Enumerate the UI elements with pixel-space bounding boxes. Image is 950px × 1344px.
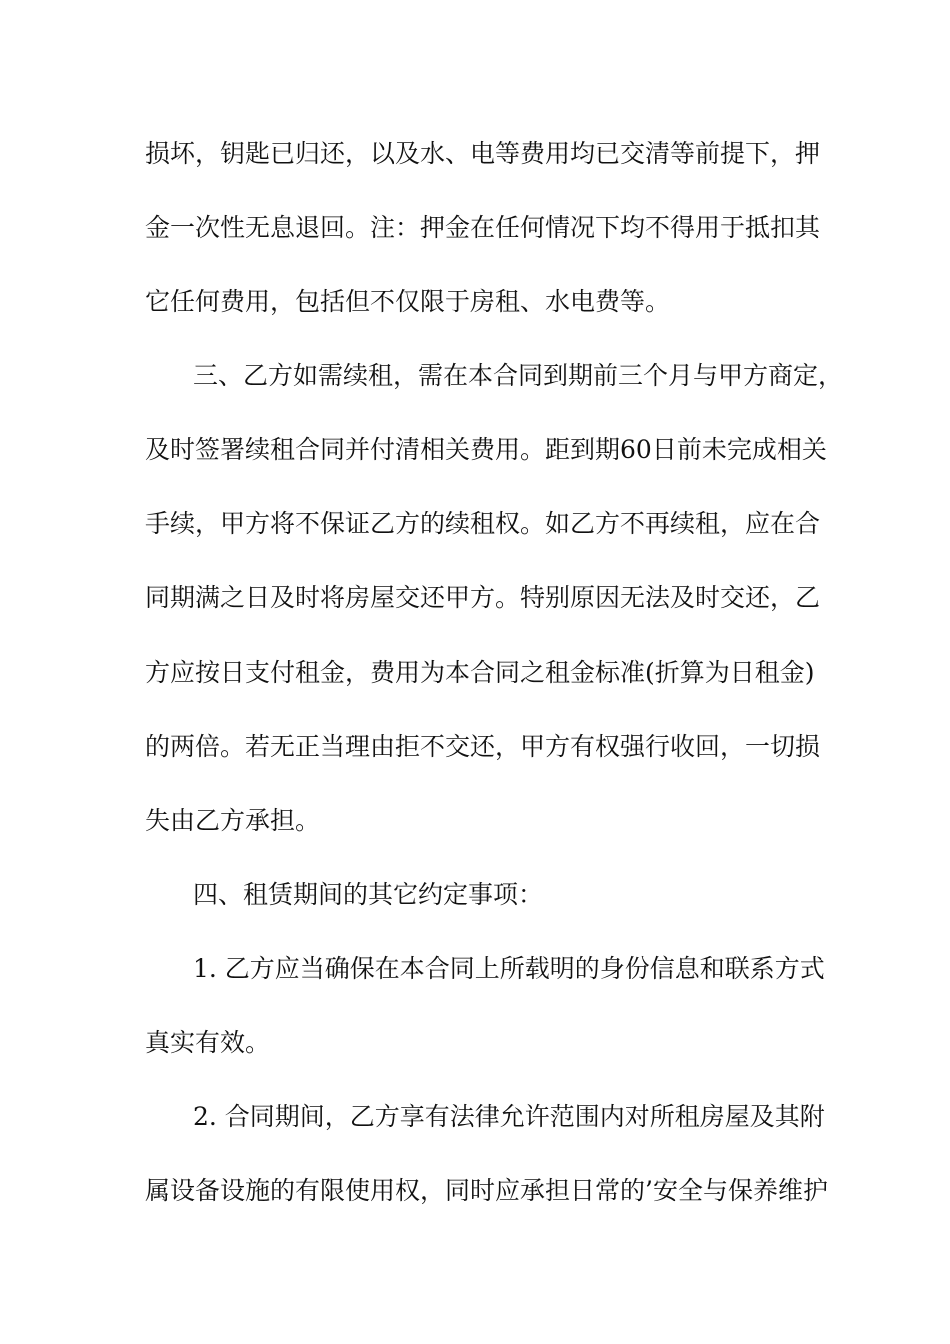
text-line-11: 四、租赁期间的其它约定事项：	[193, 880, 544, 909]
text-line-4: 三、乙方如需续租，需在本合同到期前三个月与甲方商定，	[193, 361, 844, 390]
text-line-9: 的两倍。若无正当理由拒不交还，甲方有权强行收回，一切损	[145, 732, 821, 761]
text-line-5: 及时签署续租合同并付清相关费用。距到期60日前未完成相关	[145, 435, 827, 464]
text-line-1: 损坏，钥匙已归还，以及水、电等费用均已交清等前提下，押	[145, 139, 821, 168]
text-line-2: 金一次性无息退回。注：押金在任何情况下均不得用于抵扣其	[145, 213, 821, 242]
text-line-8: 方应按日支付租金，费用为本合同之租金标准(折算为日租金)	[145, 658, 815, 687]
text-line-14: 2. 合同期间，乙方享有法律允许范围内对所租房屋及其附	[193, 1102, 825, 1131]
text-line-12: 1. 乙方应当确保在本合同上所载明的身份信息和联系方式	[193, 954, 825, 983]
text-line-7: 同期满之日及时将房屋交还甲方。特别原因无法及时交还，乙	[145, 583, 821, 612]
text-line-13: 真实有效。	[145, 1028, 271, 1057]
text-line-6: 手续，甲方将不保证乙方的续租权。如乙方不再续租，应在合	[145, 509, 821, 538]
text-line-10: 失由乙方承担。	[145, 806, 321, 835]
text-line-3: 它任何费用，包括但不仅限于房租、水电费等。	[145, 287, 671, 316]
text-line-15: 属设备设施的有限使用权，同时应承担日常的’安全与保养维护	[145, 1176, 828, 1205]
